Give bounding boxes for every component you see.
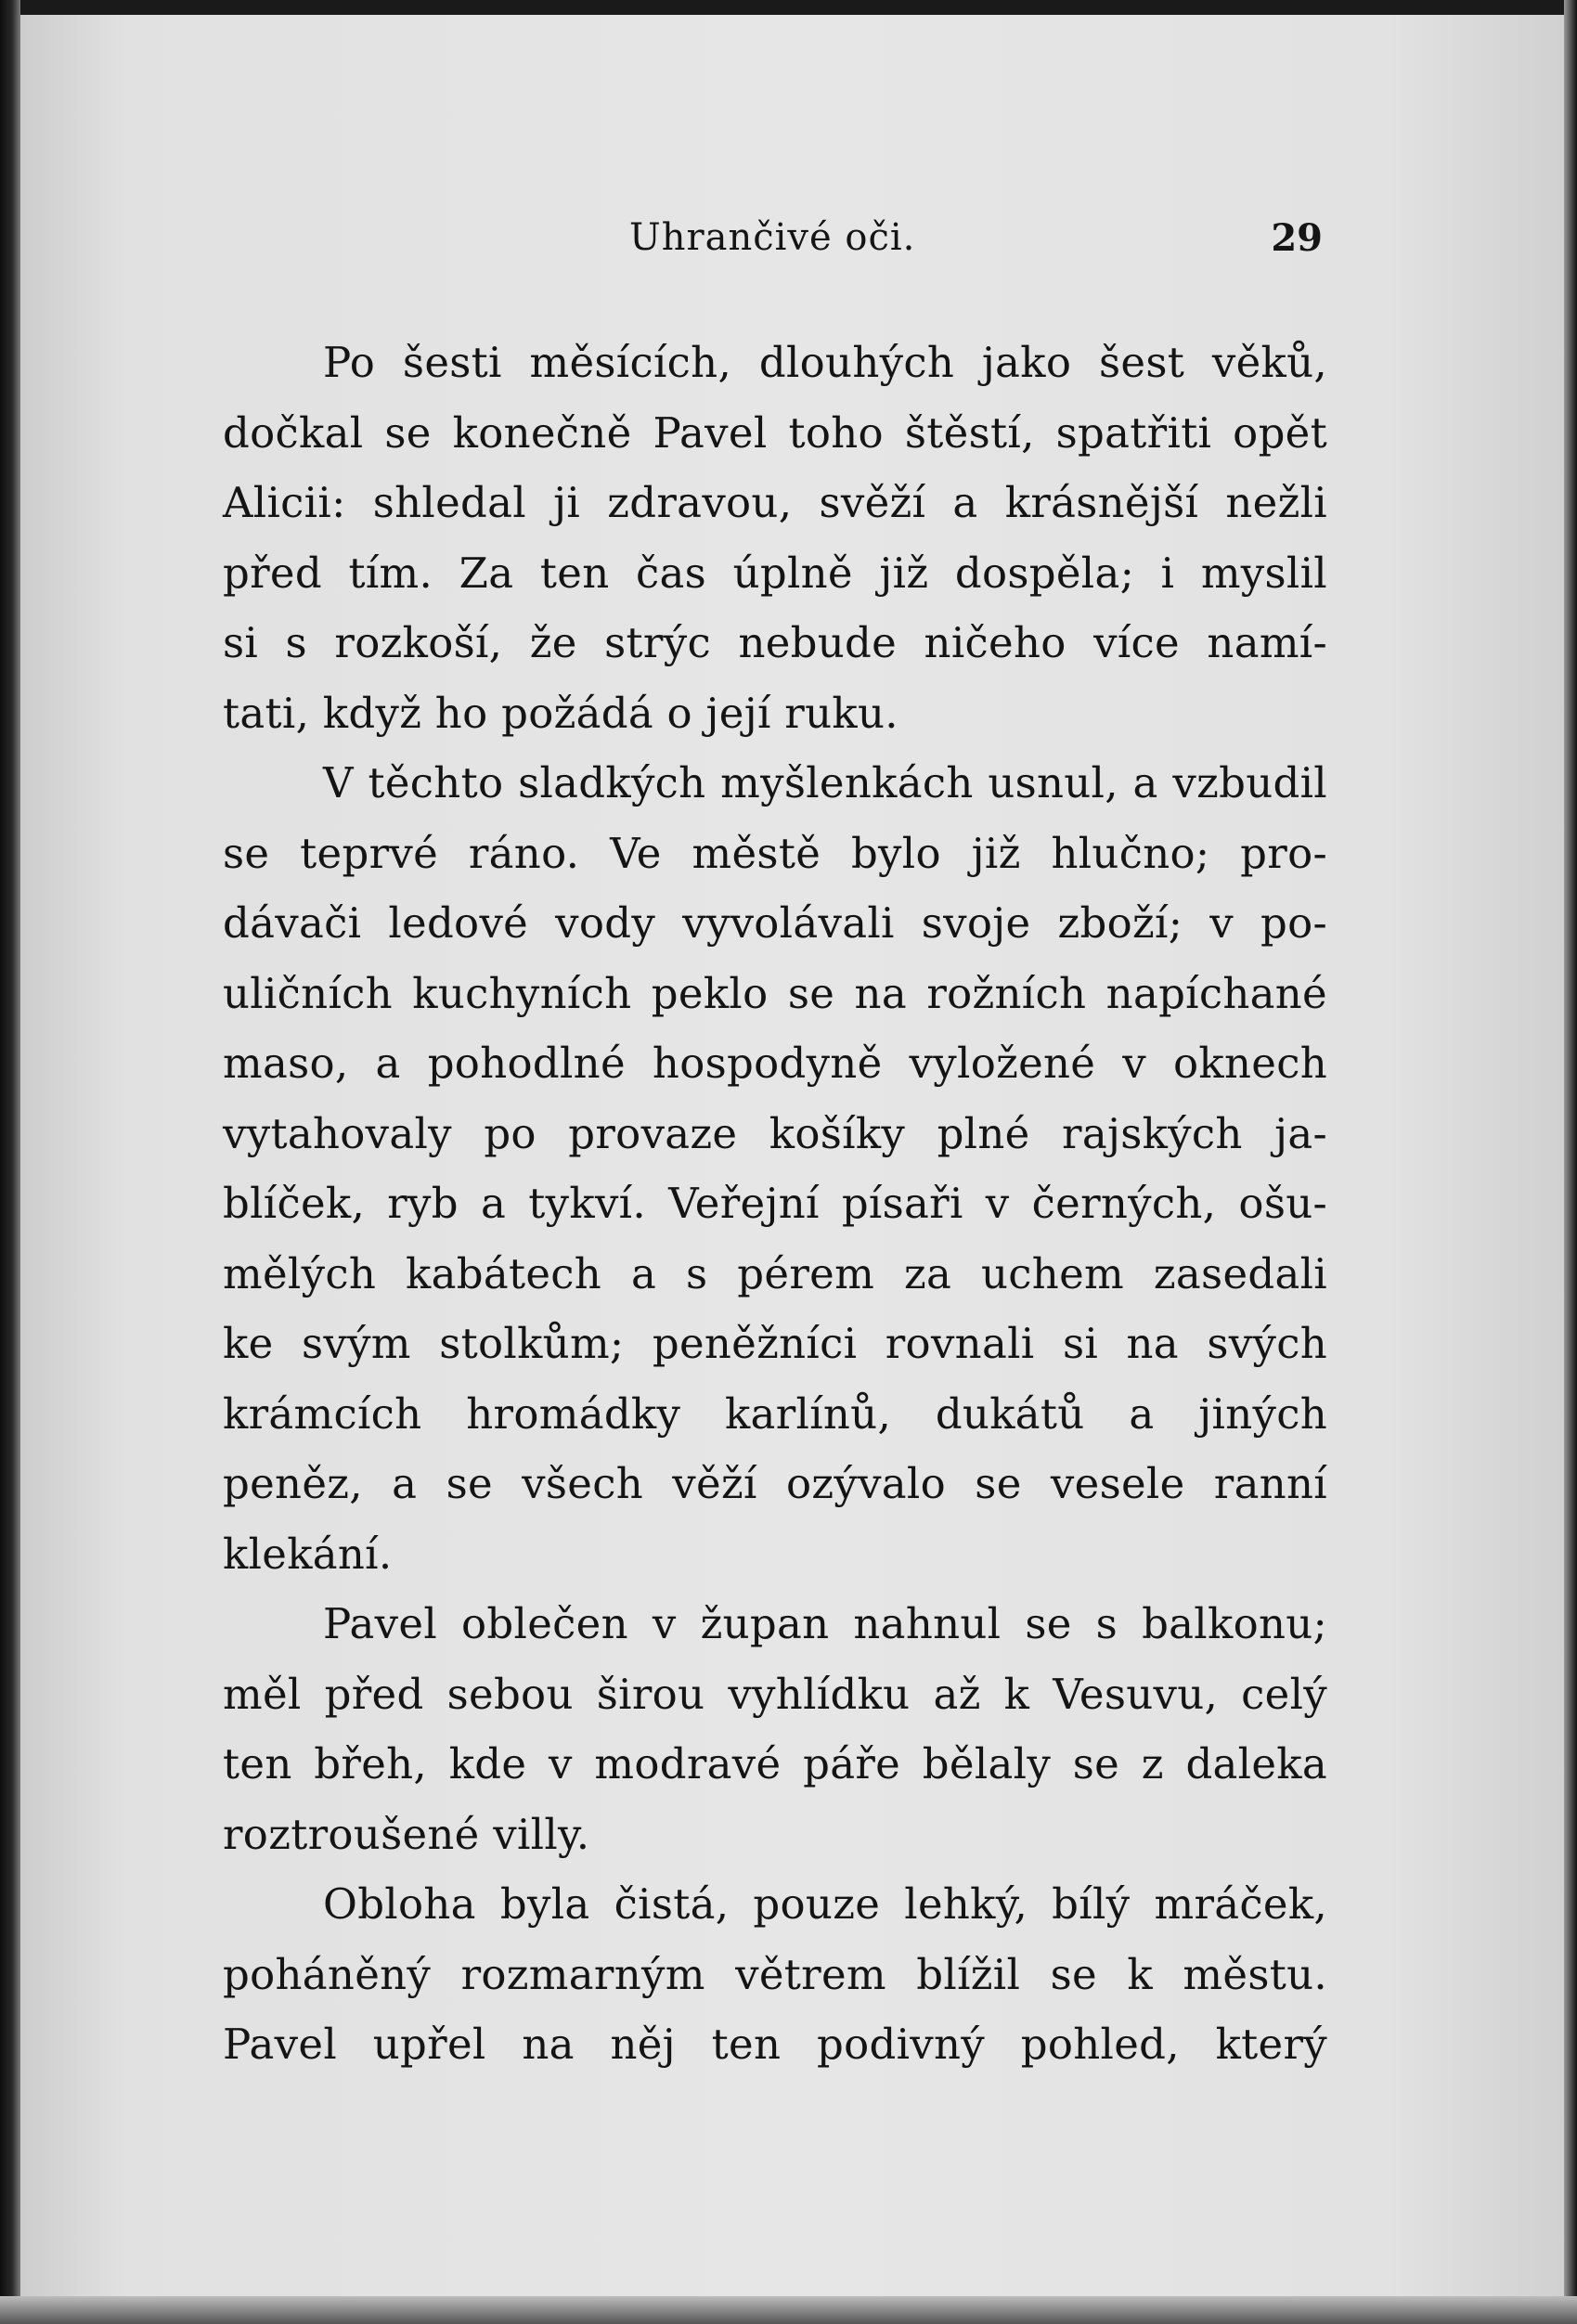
text-line: Pavel oblečen v župan nahnul se s balkonu; [323, 1599, 1327, 1648]
scan-bottom-border [0, 2296, 1577, 2324]
text-line: dávači ledové vody vyvolávali svoje zboží; v po- [223, 898, 1327, 948]
text-line: si s rozkoší, že strýc nebude ničeho více namí- [223, 618, 1327, 667]
text-line: před tím. Za ten čas úplně již dospěla; i myslil [223, 548, 1327, 598]
text-line: poháněný rozmarným větrem blížil se k městu. [223, 1949, 1327, 1999]
text-line: Pavel upřel na něj ten podivný pohled, který [223, 2020, 1327, 2069]
scan-left-border [0, 0, 20, 2324]
text-line: měl před sebou širou vyhlídku až k Vesuvu, celý [223, 1669, 1327, 1719]
text-line: ke svým stolkům; peněžníci rovnali si na svých [223, 1319, 1327, 1368]
page-header [223, 209, 1323, 265]
text-line: peněz, a se všech věží ozývalo se vesele ranní [223, 1459, 1327, 1508]
text-line: dočkal se konečně Pavel toho štěstí, spatřiti opět [223, 407, 1327, 458]
text-line: mělých kabátech a s pérem za uchem zasedali [223, 1248, 1327, 1298]
text-line: se teprvé ráno. Ve městě bylo již hlučno; pro- [223, 828, 1327, 878]
scan-right-border [1564, 0, 1577, 2324]
text-line: blíček, ryb a tykví. Veřejní písaři v černých, ošu- [223, 1179, 1327, 1228]
text-line: uličních kuchyních peklo se na rožních napíchané [223, 968, 1327, 1018]
text-line: tati, když ho požádá o její ruku. [223, 688, 898, 738]
text-line: krámcích hromádky karlínů, dukátů a jiných [223, 1388, 1327, 1439]
text-line: Obloha byla čistá, pouze lehký, bílý mráček, [323, 1879, 1327, 1929]
text-line: roztroušené villy. [223, 1809, 590, 1859]
text-line: Po šesti měsících, dlouhých jako šest věků, [323, 338, 1327, 387]
body-text [223, 328, 1327, 2080]
text-line: Alicii: shledal ji zdravou, svěží a krásnější nežli [223, 478, 1327, 527]
page-number: 29 [1271, 216, 1323, 260]
scan-top-border [0, 0, 1577, 15]
text-line: V těchto sladkých myšlenkách usnul, a vzbudil [323, 758, 1327, 807]
text-line: maso, a pohodlné hospodyně vyložené v oknech [223, 1039, 1327, 1088]
running-title: Uhrančivé oči. [629, 216, 916, 259]
text-line: klekání. [223, 1529, 393, 1579]
text-line: vytahovaly po provaze košíky plné rajských ja- [223, 1108, 1327, 1158]
text-line: ten břeh, kde v modravé páře bělaly se z daleka [223, 1739, 1327, 1788]
